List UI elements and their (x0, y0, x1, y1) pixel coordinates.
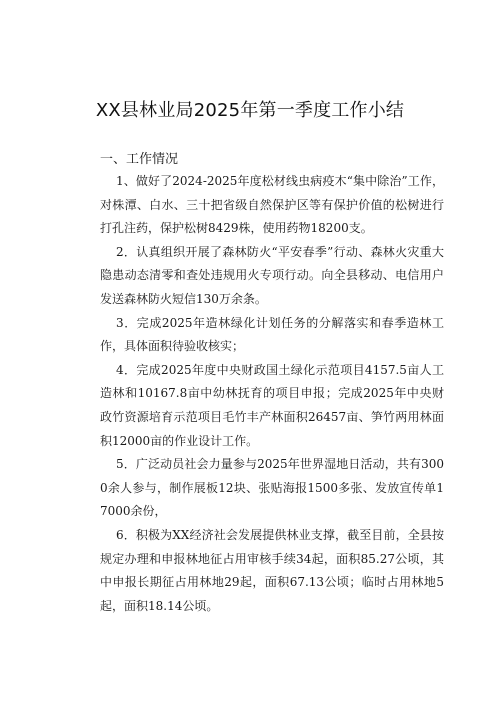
paragraph-1: 1、做好了2024-2025年度松材线虫病疫木“集中除治”工作，对株潭、白水、三十把省级自然保护区等有保护价值的松树进行打孔注药，保护松树8429株，使用药物18200支。 (100, 174, 444, 236)
document-title: XX县林业局2025年第一季度工作小结 (95, 100, 405, 121)
paragraph-6: 6．积极为XX经济社会发展提供林业支撑，截至目前，全县按规定办理和申报林地征占用审核手续34起，面积85.27公顷，其中申报长期征占用林地29起，面积67.13公顷；临时占用林地5起，面积18.14公顷。 (100, 527, 444, 613)
document-body (100, 170, 444, 618)
paragraph-5: 5．广泛动员社会力量参与2025年世界湿地日活动，共有3000余人参与，制作展板12块、张贴海报1500多张、发放宣传单17000余份， (100, 457, 444, 519)
paragraph-4: 4．完成2025年度中央财政国土绿化示范项目4157.5亩人工造林和10167.8亩中幼林抚育的项目申报；完成2025年中央财政竹资源培育示范项目毛竹丰产林面积26457亩、笋竹两用林面积12000亩的作业设计工作。 (100, 362, 444, 448)
section-heading: 一、工作情况 (100, 152, 179, 167)
paragraph-3: 3．完成2025年造林绿化计划任务的分解落实和春季造林工作，具体面积待验收核实； (100, 315, 444, 354)
paragraph-2: 2．认真组织开展了森林防火“平安春季”行动、森林火灾重大隐患动态清零和查处违规用火专项行动。向全县移动、电信用户发送森林防火短信130万余条。 (100, 244, 444, 306)
